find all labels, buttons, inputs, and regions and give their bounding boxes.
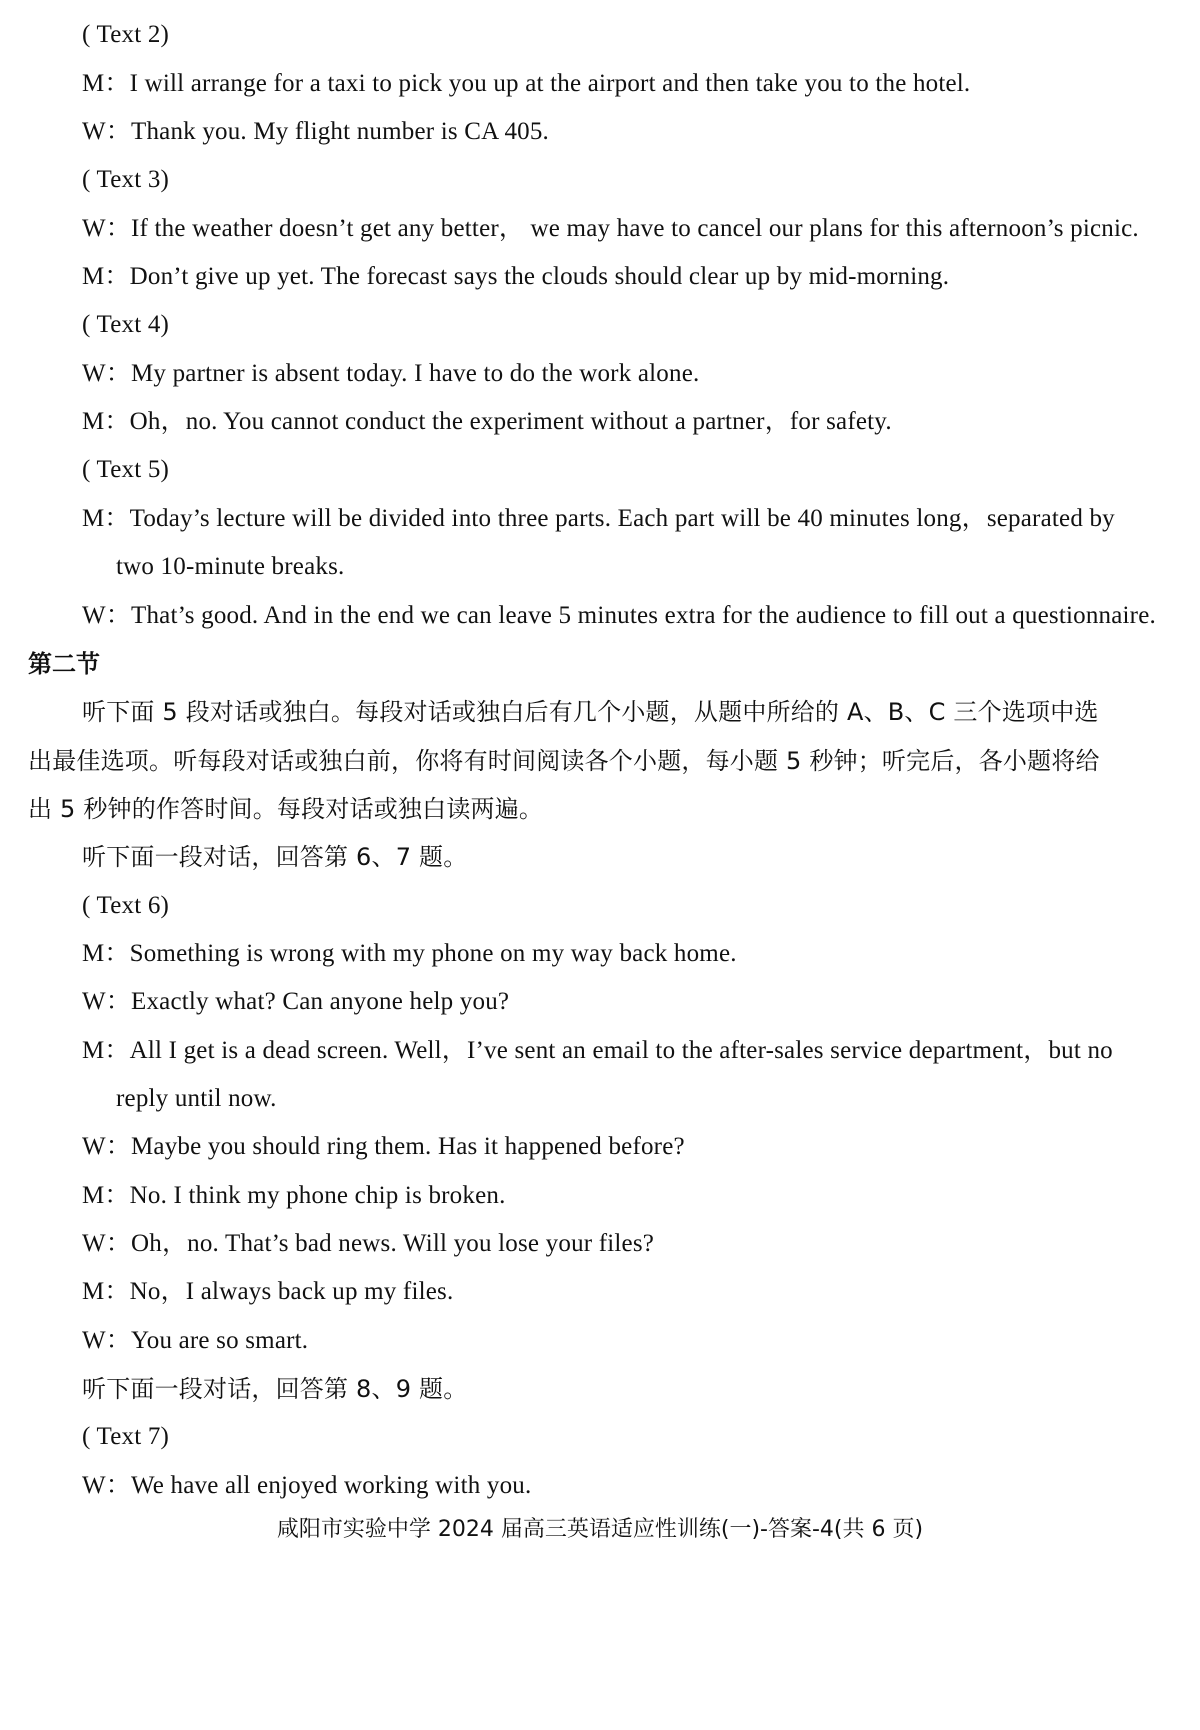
dialogue-line: M：I will arrange for a taxi to pick you up at the airport and then take you to the hotel. [82, 70, 971, 97]
dialogue-line-continuation: reply until now. [116, 1085, 277, 1112]
dialogue-line: M：Oh，no. You cannot conduct the experiment without a partner，for safety. [82, 408, 892, 435]
question-prompt: 听下面一段对话，回答第 8、9 题。 [82, 1375, 468, 1403]
page-footer: 咸阳市实验中学 2024 届高三英语适应性训练(一)-答案-4(共 6 页) [276, 1517, 924, 1542]
dialogue-line: W：Oh，no. That’s bad news. Will you lose your files? [82, 1230, 655, 1257]
dialogue-line: W：Exactly what? Can anyone help you? [82, 988, 510, 1015]
text-label: ( Text 4) [82, 311, 170, 338]
text-label: ( Text 6) [82, 892, 170, 919]
dialogue-line: W：You are so smart. [82, 1327, 309, 1354]
dialogue-line: M：Something is wrong with my phone on my way back home. [82, 940, 737, 967]
instruction-line: 出 5 秒钟的作答时间。每段对话或独白读两遍。 [28, 795, 544, 823]
dialogue-line: W：Maybe you should ring them. Has it happened before? [82, 1133, 685, 1160]
text-label: ( Text 5) [82, 456, 170, 483]
dialogue-line: M：Don’t give up yet. The forecast says the clouds should clear up by mid-morning. [82, 263, 950, 290]
dialogue-line: W：We have all enjoyed working with you. [82, 1472, 532, 1499]
text-label: ( Text 2) [82, 21, 170, 48]
dialogue-line: M：All I get is a dead screen. Well，I’ve sent an email to the after-sales service department，but no [82, 1037, 1113, 1064]
instruction-line: 听下面 5 段对话或独白。每段对话或独白后有几个小题，从题中所给的 A、B、C 三个选项中选 [82, 698, 1099, 726]
dialogue-line: M：Today’s lecture will be divided into three parts. Each part will be 40 minutes long，separated by [82, 505, 1115, 532]
dialogue-line: W：My partner is absent today. I have to do the work alone. [82, 360, 700, 387]
dialogue-line: W：If the weather doesn’t get any better， we may have to cancel our plans for this afternoon’s picnic. [82, 215, 1139, 242]
dialogue-line: M：No，I always back up my files. [82, 1278, 454, 1305]
dialogue-line: W：That’s good. And in the end we can leave 5 minutes extra for the audience to fill out a questionnaire. [82, 602, 1156, 629]
dialogue-line: W：Thank you. My flight number is CA 405. [82, 118, 549, 145]
question-prompt: 听下面一段对话，回答第 6、7 题。 [82, 843, 468, 871]
dialogue-line-continuation: two 10-minute breaks. [116, 553, 345, 580]
dialogue-line: M：No. I think my phone chip is broken. [82, 1182, 506, 1209]
instruction-line: 出最佳选项。听每段对话或独白前，你将有时间阅读各个小题，每小题 5 秒钟；听完后，各小题将给 [28, 747, 1100, 775]
text-label: ( Text 7) [82, 1423, 170, 1450]
text-label: ( Text 3) [82, 166, 170, 193]
section-heading: 第二节 [28, 650, 100, 678]
